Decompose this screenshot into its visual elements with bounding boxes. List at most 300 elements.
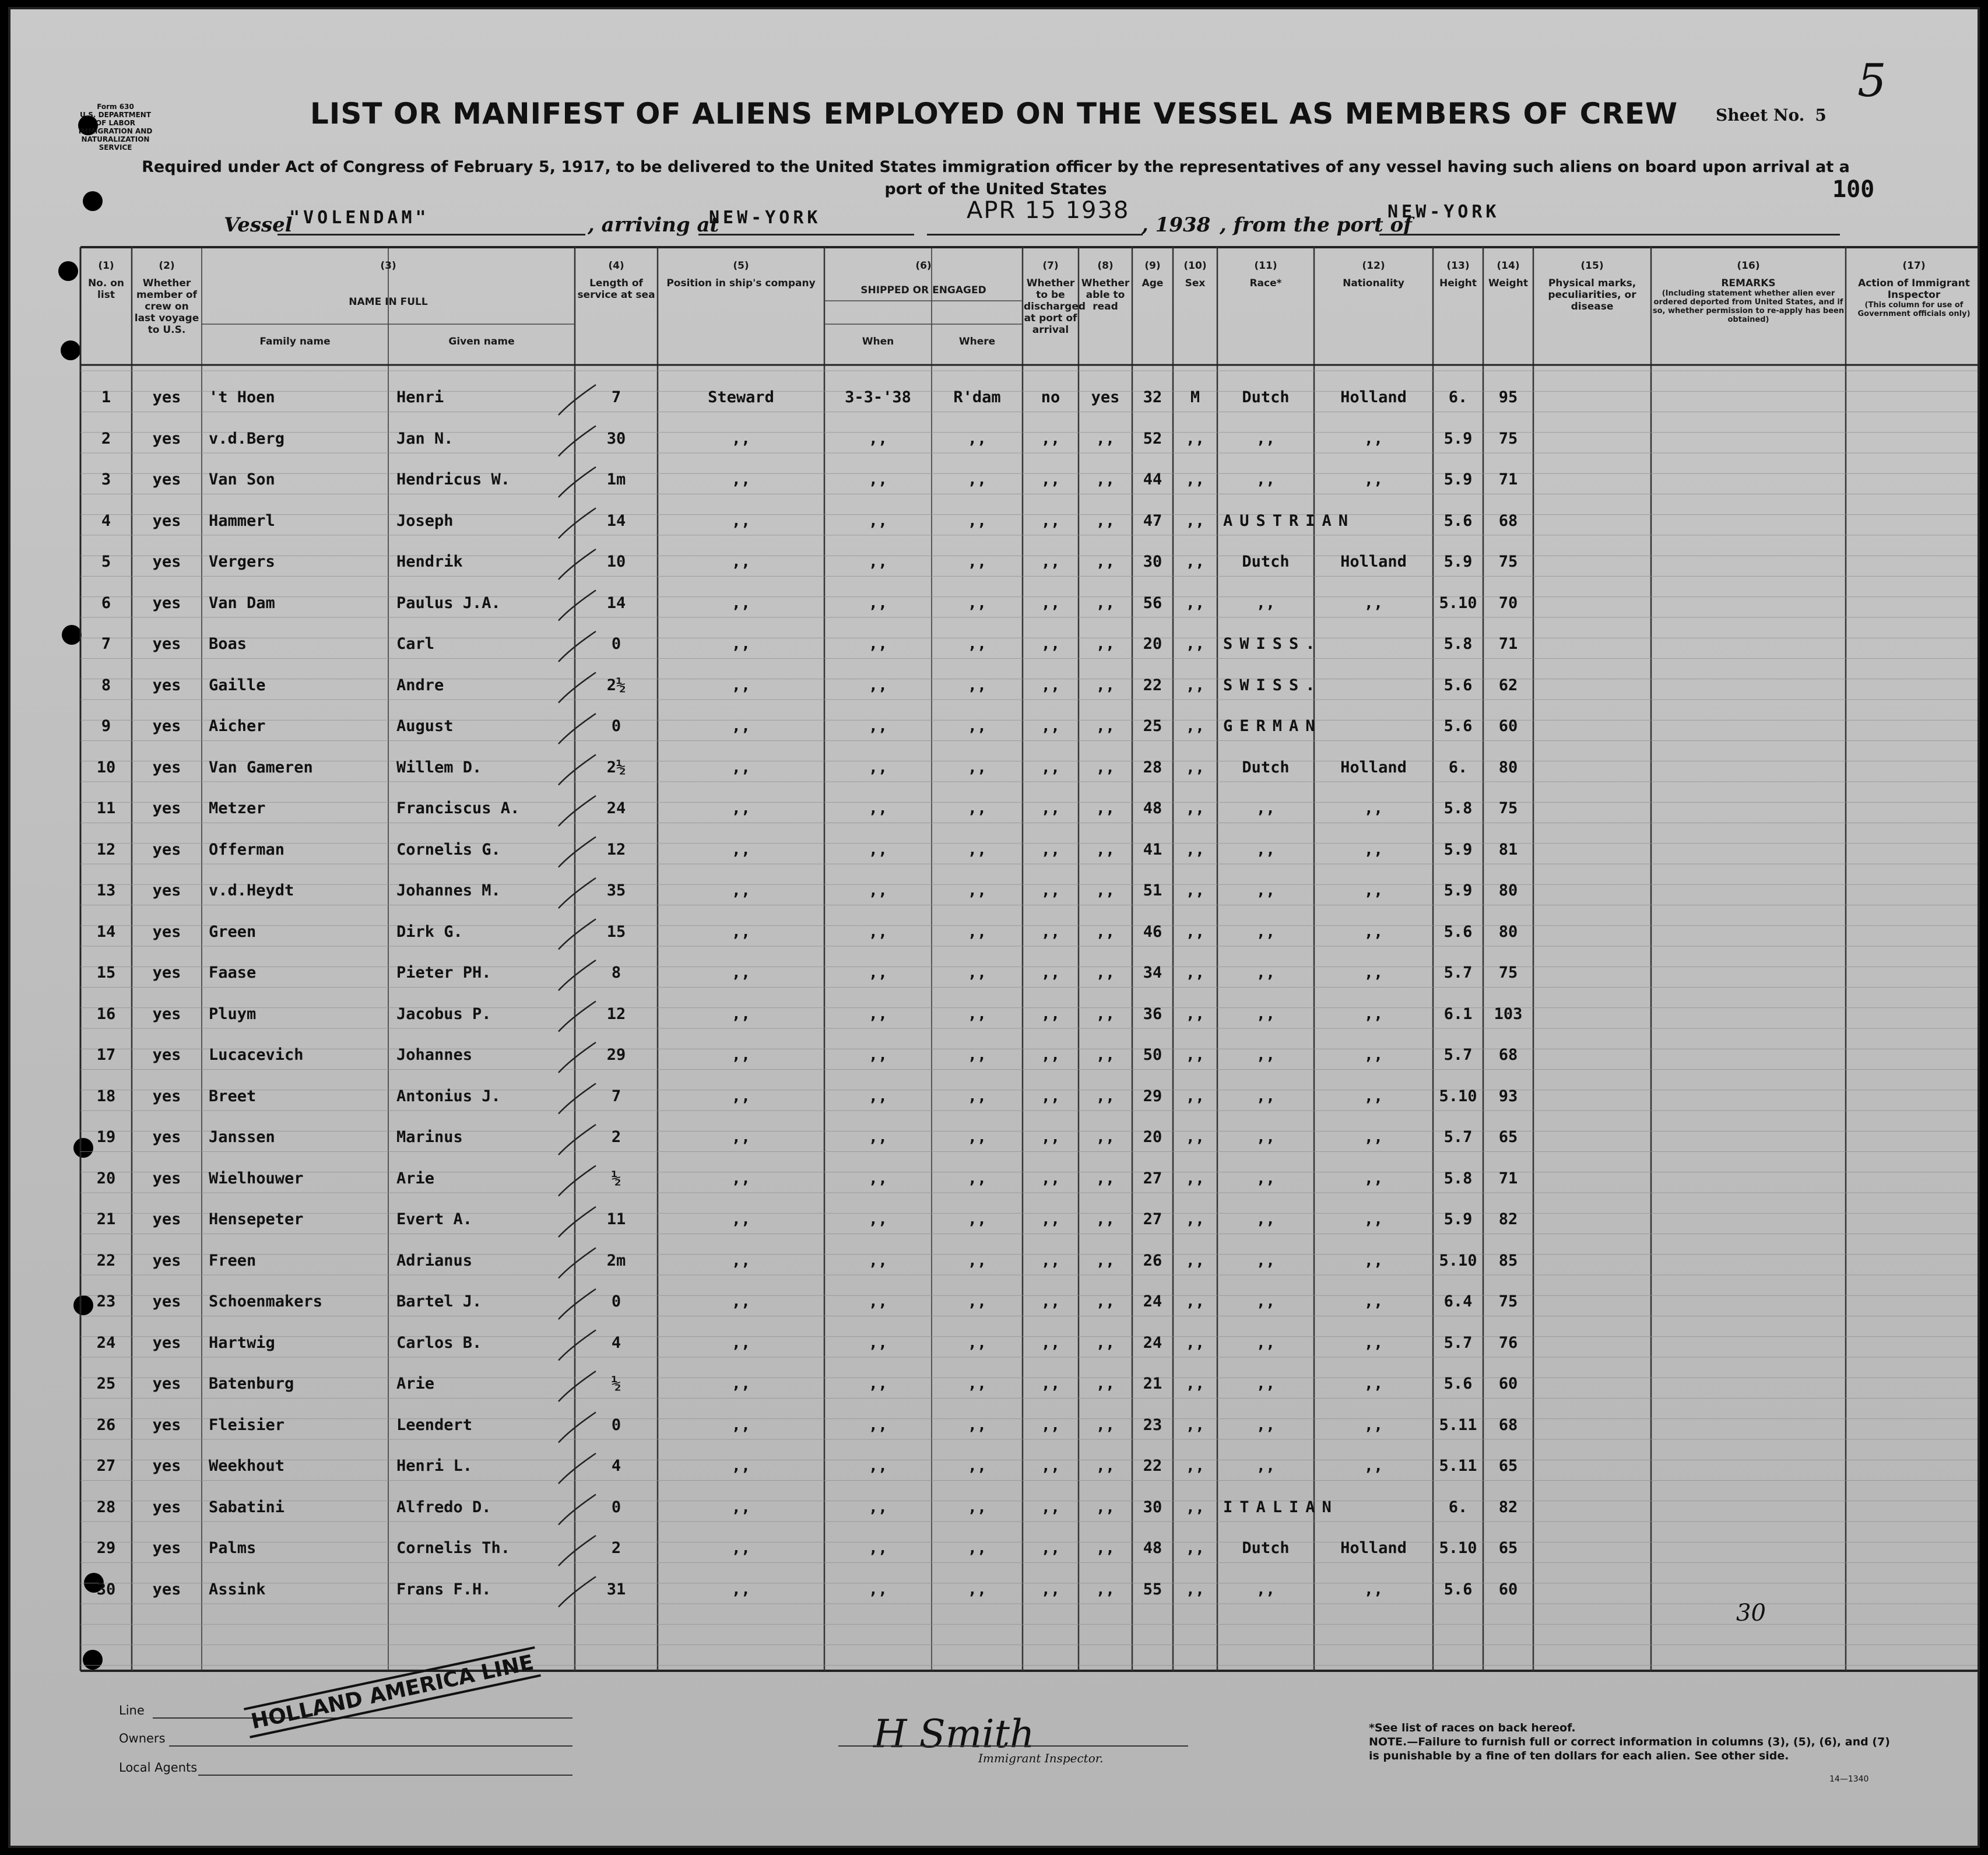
- cell-sex: ,,: [1185, 676, 1205, 694]
- cell-discharged: ,,: [1041, 1087, 1060, 1105]
- cell-age: 21: [1143, 1375, 1162, 1393]
- column-title: Action of Immigrant Inspector: [1858, 277, 1970, 301]
- service-name: IMMIGRATION AND NATURALIZATION SERVICE: [78, 127, 153, 152]
- cell-race: ,,: [1256, 593, 1276, 612]
- cell-given: Leendert: [396, 1415, 473, 1434]
- column-title: Sex: [1185, 277, 1206, 289]
- cell-height: 5.8: [1443, 635, 1473, 653]
- cell-age: 22: [1143, 676, 1162, 694]
- cell-where: ,,: [967, 593, 987, 612]
- column-number: (4): [608, 260, 624, 272]
- cell-no: 19: [96, 1128, 116, 1146]
- cell-age: 34: [1143, 964, 1162, 982]
- cell-given: Hendrik: [396, 553, 463, 571]
- cell-where: ,,: [967, 964, 987, 982]
- cell-given: Adrianus: [396, 1251, 473, 1270]
- cell-age: 46: [1143, 922, 1162, 941]
- cell-age: 22: [1143, 1457, 1162, 1475]
- cell-read: ,,: [1095, 758, 1115, 777]
- cell-age: 36: [1143, 1004, 1162, 1023]
- cell-no: 25: [96, 1375, 116, 1393]
- cell-weight: 71: [1498, 1169, 1518, 1188]
- cell-position: ,,: [731, 840, 751, 859]
- subtitle-line: Required under Act of Congress of February 5, 1917, to be delivered to the United States immigration officer by the representatives of any vessel having such aliens on board upon arrival at a: [142, 158, 1850, 176]
- cell-position: ,,: [731, 717, 751, 735]
- cell-given: Jan N.: [396, 429, 454, 448]
- cell-where: ,,: [967, 635, 987, 653]
- cell-where: R'dam: [953, 388, 1001, 406]
- cell-family: Batenburg: [209, 1375, 294, 1393]
- cell-sex: ,,: [1185, 1375, 1205, 1393]
- cell-service: 0: [611, 717, 621, 735]
- cell-where: ,,: [967, 758, 987, 777]
- column-title: NAME IN FULL: [349, 296, 428, 308]
- cell-no: 11: [96, 799, 116, 817]
- signature-line: [838, 1745, 1188, 1747]
- cell-discharged: no: [1041, 388, 1060, 406]
- cell-position: ,,: [731, 1539, 751, 1557]
- cell-race: ,,: [1256, 470, 1276, 489]
- cell-height: 5.7: [1443, 964, 1473, 982]
- cell-crew: yes: [152, 1415, 181, 1434]
- column-header: [82, 260, 131, 301]
- cell-crew: yes: [152, 553, 181, 571]
- cell-position: ,,: [731, 1292, 751, 1311]
- cell-read: ,,: [1095, 1333, 1115, 1352]
- line-label: Line: [119, 1703, 145, 1717]
- cell-weight: 85: [1498, 1251, 1518, 1270]
- cell-crew: yes: [152, 1004, 181, 1023]
- cell-where: ,,: [967, 799, 987, 817]
- cell-race: ,,: [1256, 881, 1276, 900]
- cell-discharged: ,,: [1041, 1580, 1060, 1598]
- cell-age: 32: [1143, 388, 1162, 406]
- column-header: [133, 260, 201, 336]
- cell-service: 4: [611, 1457, 621, 1475]
- cell-weight: 75: [1498, 553, 1518, 571]
- vessel-label: Vessel: [224, 213, 293, 237]
- cell-discharged: ,,: [1041, 758, 1060, 777]
- cell-when: ,,: [868, 1210, 888, 1228]
- cell-weight: 75: [1498, 799, 1518, 817]
- cell-position: ,,: [731, 1457, 751, 1475]
- cell-position: ,,: [731, 676, 751, 694]
- cell-age: 27: [1143, 1210, 1162, 1228]
- cell-service: 15: [606, 922, 626, 941]
- column-header: [1080, 260, 1131, 312]
- cell-position: ,,: [731, 1415, 751, 1434]
- column-number: (17): [1902, 260, 1926, 272]
- cell-given: August: [396, 717, 454, 735]
- cell-crew: yes: [152, 1333, 181, 1352]
- cell-read: ,,: [1095, 1498, 1115, 1516]
- cell-position: ,,: [731, 1004, 751, 1023]
- cell-age: 41: [1143, 840, 1162, 859]
- cell-age: 24: [1143, 1292, 1162, 1311]
- cell-age: 25: [1143, 717, 1162, 735]
- cell-discharged: ,,: [1041, 429, 1060, 448]
- cell-family: Weekhout: [209, 1457, 285, 1475]
- cell-where: ,,: [967, 1128, 987, 1146]
- cell-weight: 60: [1498, 717, 1518, 735]
- cell-height: 5.6: [1443, 922, 1473, 941]
- cell-where: ,,: [967, 1498, 987, 1516]
- cell-age: 30: [1143, 1498, 1162, 1516]
- cell-weight: 65: [1498, 1539, 1518, 1557]
- cell-crew: yes: [152, 799, 181, 817]
- cell-position: Steward: [708, 388, 774, 406]
- cell-where: ,,: [967, 511, 987, 530]
- cell-crew: yes: [152, 1457, 181, 1475]
- cell-family: Aicher: [209, 717, 266, 735]
- cell-discharged: ,,: [1041, 676, 1060, 694]
- cell-given: Andre: [396, 676, 444, 694]
- cell-discharged: ,,: [1041, 511, 1060, 530]
- cell-service: 0: [611, 1292, 621, 1311]
- cell-given: Evert A.: [396, 1210, 473, 1228]
- cell-when: ,,: [868, 470, 888, 489]
- cell-when: ,,: [868, 635, 888, 653]
- corner-number: 100: [1832, 176, 1875, 203]
- year-label: , 1938: [1141, 213, 1211, 237]
- cell-when: ,,: [868, 676, 888, 694]
- cell-height: 5.10: [1439, 1087, 1477, 1105]
- handwritten-sheet-number: 5: [1857, 55, 1887, 107]
- local-agents-label: Local Agents: [119, 1761, 198, 1775]
- cell-sex: ,,: [1185, 635, 1205, 653]
- cell-discharged: ,,: [1041, 1128, 1060, 1146]
- cell-service: 1m: [606, 470, 626, 489]
- cell-age: 20: [1143, 1128, 1162, 1146]
- cell-height: 5.9: [1443, 553, 1473, 571]
- cell-discharged: ,,: [1041, 1333, 1060, 1352]
- cell-no: 29: [96, 1539, 116, 1557]
- vessel-name: "VOLENDAM": [289, 208, 430, 228]
- cell-read: ,,: [1095, 676, 1115, 694]
- local-agents-field: [198, 1775, 572, 1776]
- cell-service: 2: [611, 1128, 621, 1146]
- cell-read: ,,: [1095, 1210, 1115, 1228]
- cell-position: ,,: [731, 593, 751, 612]
- cell-race: ,,: [1256, 840, 1276, 859]
- cell-discharged: ,,: [1041, 1415, 1060, 1434]
- cell-sex: ,,: [1185, 1539, 1205, 1557]
- cell-race: ,,: [1256, 1087, 1276, 1105]
- cell-race: ,,: [1256, 922, 1276, 941]
- cell-sex: ,,: [1185, 1004, 1205, 1023]
- cell-crew: yes: [152, 922, 181, 941]
- cell-discharged: ,,: [1041, 553, 1060, 571]
- column-title: REMARKS: [1721, 277, 1776, 289]
- cell-crew: yes: [152, 1046, 181, 1064]
- cell-age: 26: [1143, 1251, 1162, 1270]
- cell-crew: yes: [152, 1169, 181, 1188]
- cell-service: 29: [606, 1046, 626, 1064]
- cell-sex: ,,: [1185, 1580, 1205, 1598]
- cell-race: ,,: [1256, 799, 1276, 817]
- cell-discharged: ,,: [1041, 964, 1060, 982]
- cell-read: ,,: [1095, 1292, 1115, 1311]
- cell-sex: ,,: [1185, 1333, 1205, 1352]
- cell-sex: ,,: [1185, 1251, 1205, 1270]
- cell-family: Janssen: [209, 1128, 275, 1146]
- cell-race: ,,: [1256, 1251, 1276, 1270]
- cell-given: Franciscus A.: [396, 799, 520, 817]
- cell-family: 't Hoen: [209, 388, 275, 406]
- form-number: Form 630: [97, 103, 134, 111]
- cell-no: 30: [96, 1580, 116, 1598]
- cell-read: ,,: [1095, 429, 1115, 448]
- cell-height: 6.1: [1443, 1004, 1473, 1023]
- cell-service: 0: [611, 1498, 621, 1516]
- column-number: (2): [159, 260, 175, 272]
- cell-crew: yes: [152, 1580, 181, 1598]
- cell-when: ,,: [868, 1580, 888, 1598]
- column-header: [659, 260, 823, 289]
- sheet-number-value: 5: [1815, 106, 1827, 125]
- cell-sex: ,,: [1185, 470, 1205, 489]
- cell-when: 3-3-'38: [845, 388, 911, 406]
- column-number: (1): [98, 260, 114, 272]
- cell-discharged: ,,: [1041, 1004, 1060, 1023]
- cell-read: ,,: [1095, 717, 1115, 735]
- cell-given: Henri: [396, 388, 444, 406]
- cell-given: Willem D.: [396, 758, 482, 777]
- cell-family: v.d.Berg: [209, 429, 285, 448]
- cell-race: GERMAN: [1223, 717, 1322, 735]
- cell-age: 48: [1143, 1539, 1162, 1557]
- cell-race: ITALIAN: [1223, 1498, 1339, 1516]
- column-number: (11): [1254, 260, 1277, 272]
- cell-when: ,,: [868, 1251, 888, 1270]
- cell-service: ½: [611, 1169, 621, 1188]
- cell-crew: yes: [152, 470, 181, 489]
- cell-given: Carlos B.: [396, 1333, 482, 1352]
- cell-weight: 60: [1498, 1580, 1518, 1598]
- cell-crew: yes: [152, 717, 181, 735]
- cell-weight: 82: [1498, 1210, 1518, 1228]
- cell-when: ,,: [868, 593, 888, 612]
- cell-service: 10: [606, 553, 626, 571]
- cell-when: ,,: [868, 799, 888, 817]
- cell-race: Dutch: [1242, 388, 1290, 406]
- cell-weight: 62: [1498, 676, 1518, 694]
- cell-given: Arie: [396, 1375, 435, 1393]
- cell-nationality: ,,: [1364, 922, 1383, 941]
- cell-sex: ,,: [1185, 1128, 1205, 1146]
- cell-read: ,,: [1095, 1251, 1115, 1270]
- cell-position: ,,: [731, 1333, 751, 1352]
- cell-service: 8: [611, 964, 621, 982]
- subtitle-line: port of the United States: [884, 180, 1107, 198]
- column-number: (3): [380, 260, 396, 272]
- cell-when: ,,: [868, 1046, 888, 1064]
- cell-nationality: ,,: [1364, 840, 1383, 859]
- cell-family: Metzer: [209, 799, 266, 817]
- cell-height: 5.6: [1443, 717, 1473, 735]
- cell-height: 5.8: [1443, 1169, 1473, 1188]
- cell-read: ,,: [1095, 922, 1115, 941]
- cell-discharged: ,,: [1041, 635, 1060, 653]
- cell-age: 52: [1143, 429, 1162, 448]
- cell-no: 23: [96, 1292, 116, 1311]
- cell-weight: 93: [1498, 1087, 1518, 1105]
- cell-service: 7: [611, 388, 621, 406]
- cell-nationality: Holland: [1340, 553, 1407, 571]
- column-header: [203, 260, 574, 308]
- cell-when: ,,: [868, 881, 888, 900]
- cell-read: ,,: [1095, 799, 1115, 817]
- cell-where: ,,: [967, 922, 987, 941]
- cell-nationality: ,,: [1364, 1087, 1383, 1105]
- cell-when: ,,: [868, 1169, 888, 1188]
- cell-no: 21: [96, 1210, 116, 1228]
- cell-no: 24: [96, 1333, 116, 1352]
- cell-read: ,,: [1095, 1087, 1115, 1105]
- cell-race: ,,: [1256, 429, 1276, 448]
- cell-crew: yes: [152, 676, 181, 694]
- sheet-number-label: Sheet No.: [1716, 106, 1805, 125]
- cell-service: 4: [611, 1333, 621, 1352]
- column-title: Whether to be discharged at port of arrival: [1024, 277, 1086, 336]
- cell-sex: ,,: [1185, 1498, 1205, 1516]
- cell-service: 14: [606, 593, 626, 612]
- cell-discharged: ,,: [1041, 1539, 1060, 1557]
- cell-height: 5.9: [1443, 881, 1473, 900]
- cell-read: ,,: [1095, 881, 1115, 900]
- column-subheader: Family name: [259, 336, 331, 347]
- cell-position: ,,: [731, 1169, 751, 1188]
- cell-where: ,,: [967, 429, 987, 448]
- cell-position: ,,: [731, 799, 751, 817]
- cell-no: 10: [96, 758, 116, 777]
- cell-nationality: ,,: [1364, 1128, 1383, 1146]
- from-port-label: , from the port of: [1220, 213, 1412, 237]
- cell-read: ,,: [1095, 1580, 1115, 1598]
- cell-family: Faase: [209, 964, 257, 982]
- cell-weight: 80: [1498, 881, 1518, 900]
- cell-where: ,,: [967, 1046, 987, 1064]
- cell-family: Schoenmakers: [209, 1292, 323, 1311]
- cell-position: ,,: [731, 1498, 751, 1516]
- cell-read: ,,: [1095, 1375, 1115, 1393]
- column-title: Height: [1439, 277, 1477, 289]
- cell-no: 18: [96, 1087, 116, 1105]
- cell-no: 9: [101, 717, 111, 735]
- cell-service: 2½: [606, 758, 626, 777]
- column-number: (13): [1446, 260, 1470, 272]
- cell-when: ,,: [868, 758, 888, 777]
- cell-given: Jacobus P.: [396, 1004, 491, 1023]
- arriving-label: , arriving at: [588, 213, 719, 237]
- cell-given: Johannes: [396, 1046, 473, 1064]
- column-title: No. on list: [87, 277, 125, 301]
- cell-family: Sabatini: [209, 1498, 285, 1516]
- column-title: SHIPPED OR ENGAGED: [860, 284, 986, 296]
- cell-read: ,,: [1095, 511, 1115, 530]
- cell-weight: 71: [1498, 470, 1518, 489]
- cell-position: ,,: [731, 429, 751, 448]
- cell-where: ,,: [967, 881, 987, 900]
- cell-family: Gaille: [209, 676, 266, 694]
- cell-nationality: Holland: [1340, 1539, 1407, 1557]
- cell-nationality: ,,: [1364, 1457, 1383, 1475]
- cell-discharged: ,,: [1041, 1169, 1060, 1188]
- cell-height: 5.9: [1443, 1210, 1473, 1228]
- cell-when: ,,: [868, 1004, 888, 1023]
- column-header: [1218, 260, 1313, 289]
- cell-read: ,,: [1095, 1169, 1115, 1188]
- cell-nationality: ,,: [1364, 1004, 1383, 1023]
- cell-service: 11: [606, 1210, 626, 1228]
- cell-crew: yes: [152, 1292, 181, 1311]
- cell-read: ,,: [1095, 470, 1115, 489]
- column-title: Length of service at sea: [577, 277, 655, 301]
- cell-height: 5.6: [1443, 511, 1473, 530]
- cell-position: ,,: [731, 1087, 751, 1105]
- cell-service: 12: [606, 1004, 626, 1023]
- cell-read: ,,: [1095, 840, 1115, 859]
- cell-service: 12: [606, 840, 626, 859]
- cell-given: Pieter PH.: [396, 964, 491, 982]
- cell-nationality: ,,: [1364, 1580, 1383, 1598]
- cell-position: ,,: [731, 1210, 751, 1228]
- cell-family: Offerman: [209, 840, 285, 859]
- column-number: (10): [1183, 260, 1207, 272]
- cell-when: ,,: [868, 553, 888, 571]
- cell-given: Bartel J.: [396, 1292, 482, 1311]
- cell-no: 12: [96, 840, 116, 859]
- column-title: Nationality: [1343, 277, 1404, 289]
- cell-family: Lucacevich: [209, 1046, 304, 1064]
- cell-sex: ,,: [1185, 1457, 1205, 1475]
- column-number: (7): [1042, 260, 1059, 272]
- cell-no: 16: [96, 1004, 116, 1023]
- cell-position: ,,: [731, 881, 751, 900]
- cell-family: Freen: [209, 1251, 257, 1270]
- column-header: [1133, 260, 1172, 289]
- cell-weight: 68: [1498, 511, 1518, 530]
- cell-crew: yes: [152, 1210, 181, 1228]
- cell-height: 5.9: [1443, 470, 1473, 489]
- arriving-port: NEW-YORK: [709, 208, 821, 228]
- cell-crew: yes: [152, 1128, 181, 1146]
- inspector-signature: H Smith: [873, 1712, 1035, 1756]
- cell-sex: ,,: [1185, 964, 1205, 982]
- immigrant-inspector-label: Immigrant Inspector.: [978, 1751, 1104, 1765]
- cell-when: ,,: [868, 511, 888, 530]
- cell-weight: 76: [1498, 1333, 1518, 1352]
- cell-family: v.d.Heydt: [209, 881, 294, 900]
- cell-age: 29: [1143, 1087, 1162, 1105]
- date-stamp: APR 15 1938: [967, 197, 1130, 224]
- cell-position: ,,: [731, 1580, 751, 1598]
- cell-service: ½: [611, 1375, 621, 1393]
- cell-position: ,,: [731, 964, 751, 982]
- cell-sex: ,,: [1185, 881, 1205, 900]
- cell-crew: yes: [152, 1251, 181, 1270]
- cell-sex: ,,: [1185, 840, 1205, 859]
- cell-height: 6.: [1448, 1498, 1468, 1516]
- cell-position: ,,: [731, 1128, 751, 1146]
- cell-height: 5.7: [1443, 1333, 1473, 1352]
- cell-nationality: ,,: [1364, 964, 1383, 982]
- cell-sex: ,,: [1185, 758, 1205, 777]
- cell-height: 5.11: [1439, 1457, 1477, 1475]
- column-number: (9): [1144, 260, 1161, 272]
- cell-discharged: ,,: [1041, 1375, 1060, 1393]
- cell-where: ,,: [967, 1415, 987, 1434]
